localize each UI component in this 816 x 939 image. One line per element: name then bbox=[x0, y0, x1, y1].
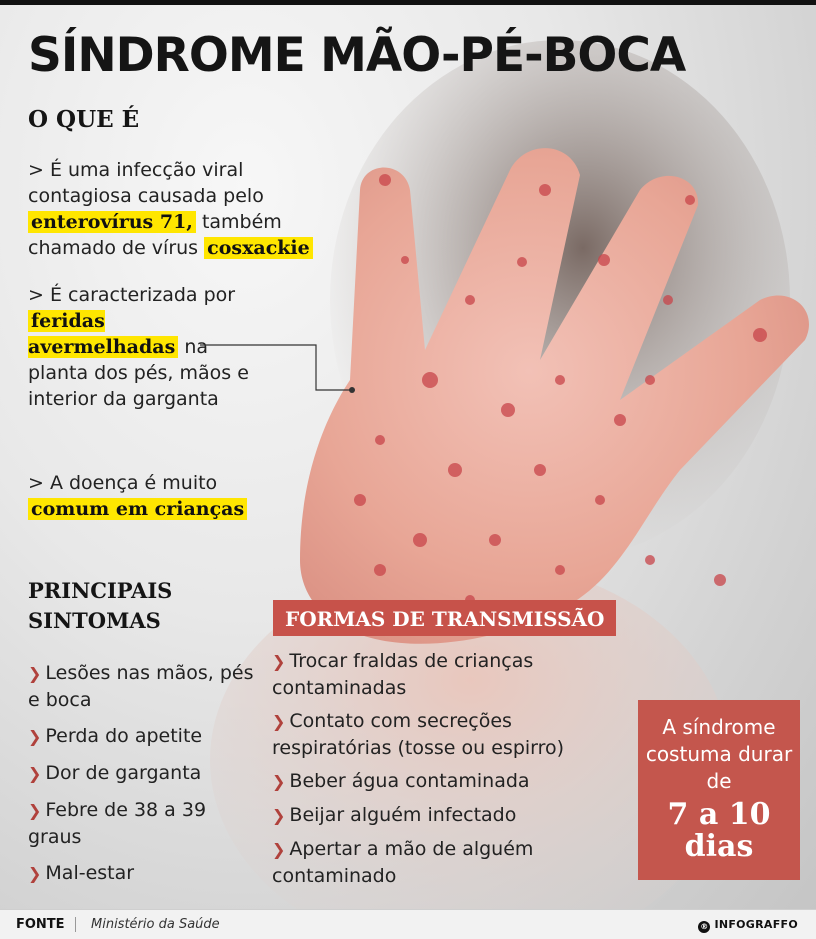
transmission-item bbox=[272, 802, 632, 829]
highlight-enterovirus: enterovírus 71, bbox=[28, 211, 196, 233]
what-is-paragraph-3 bbox=[28, 470, 288, 522]
highlight-red-sores: feridas avermelhadas bbox=[28, 310, 178, 358]
paragraph-2-text-b: na planta dos pés, mãos e interior da garganta bbox=[28, 336, 249, 410]
arrow-right-icon: ❯ bbox=[272, 806, 286, 825]
brand-logo bbox=[698, 918, 798, 933]
arrow-right-icon: ❯ bbox=[28, 664, 42, 683]
paragraph-1-text-a: > É uma infecção viral contagiosa causada pelo bbox=[28, 159, 264, 207]
source-label: FONTE bbox=[16, 917, 76, 932]
highlight-children: comum em crianças bbox=[28, 498, 247, 520]
arrow-right-icon: ❯ bbox=[28, 801, 42, 820]
symptom-item bbox=[28, 660, 258, 713]
paragraph-2-text-a: > É caracterizada por bbox=[28, 284, 236, 306]
transmission-list bbox=[272, 648, 632, 896]
duration-text: A síndrome costuma durar de bbox=[645, 715, 793, 793]
transmission-label: Beijar alguém infectado bbox=[289, 804, 517, 826]
transmission-item bbox=[272, 648, 632, 701]
transmission-heading: FORMAS DE TRANSMISSÃO bbox=[273, 600, 616, 636]
registered-icon: ® bbox=[700, 922, 709, 931]
symptoms-heading-line-2: SINTOMAS bbox=[28, 608, 161, 633]
transmission-label: Beber água contaminada bbox=[289, 770, 530, 792]
arrow-right-icon: ❯ bbox=[28, 727, 42, 746]
footer bbox=[0, 909, 816, 939]
arrow-right-icon: ❯ bbox=[272, 840, 286, 859]
arrow-right-icon: ❯ bbox=[28, 864, 42, 883]
arrow-right-icon: ❯ bbox=[272, 652, 286, 671]
what-is-paragraph-1 bbox=[28, 157, 348, 261]
transmission-label: Contato com secreções respiratórias (tosse ou espirro) bbox=[272, 710, 565, 759]
symptom-label: Mal-estar bbox=[45, 862, 135, 884]
transmission-label: Apertar a mão de alguém contaminado bbox=[272, 838, 534, 887]
brand-name: INFOGRAFFO bbox=[714, 918, 798, 931]
arrow-right-icon: ❯ bbox=[28, 764, 42, 783]
arrow-right-icon: ❯ bbox=[272, 712, 286, 731]
highlight-coxsackie: cosxackie bbox=[204, 237, 313, 259]
duration-box bbox=[638, 700, 800, 880]
symptoms-heading bbox=[28, 576, 172, 636]
transmission-label: Trocar fraldas de crianças contaminadas bbox=[272, 650, 534, 699]
symptom-label: Perda do apetite bbox=[45, 725, 203, 747]
arrow-right-icon: ❯ bbox=[272, 772, 286, 791]
symptoms-list bbox=[28, 660, 258, 897]
symptom-item bbox=[28, 760, 258, 787]
symptoms-heading-line-1: PRINCIPAIS bbox=[28, 578, 173, 603]
transmission-item bbox=[272, 768, 632, 795]
paragraph-3-text: > A doença é muito bbox=[28, 472, 218, 494]
transmission-item bbox=[272, 836, 632, 889]
symptom-item bbox=[28, 860, 258, 887]
symptom-label: Febre de 38 a 39 graus bbox=[28, 799, 207, 848]
paragraph-1-text-b: também chamado de vírus bbox=[28, 211, 282, 259]
duration-value: 7 a 10 dias bbox=[667, 797, 771, 864]
symptom-item bbox=[28, 723, 258, 750]
symptom-label: Lesões nas mãos, pés e boca bbox=[28, 662, 254, 711]
what-is-paragraph-2 bbox=[28, 282, 258, 412]
transmission-item bbox=[272, 708, 632, 761]
symptom-label: Dor de garganta bbox=[45, 762, 202, 784]
page-title: SÍNDROME MÃO-PÉ-BOCA bbox=[28, 28, 686, 83]
what-is-heading: O QUE É bbox=[28, 106, 140, 133]
source-text: Ministério da Saúde bbox=[91, 917, 220, 932]
symptom-item bbox=[28, 797, 258, 850]
